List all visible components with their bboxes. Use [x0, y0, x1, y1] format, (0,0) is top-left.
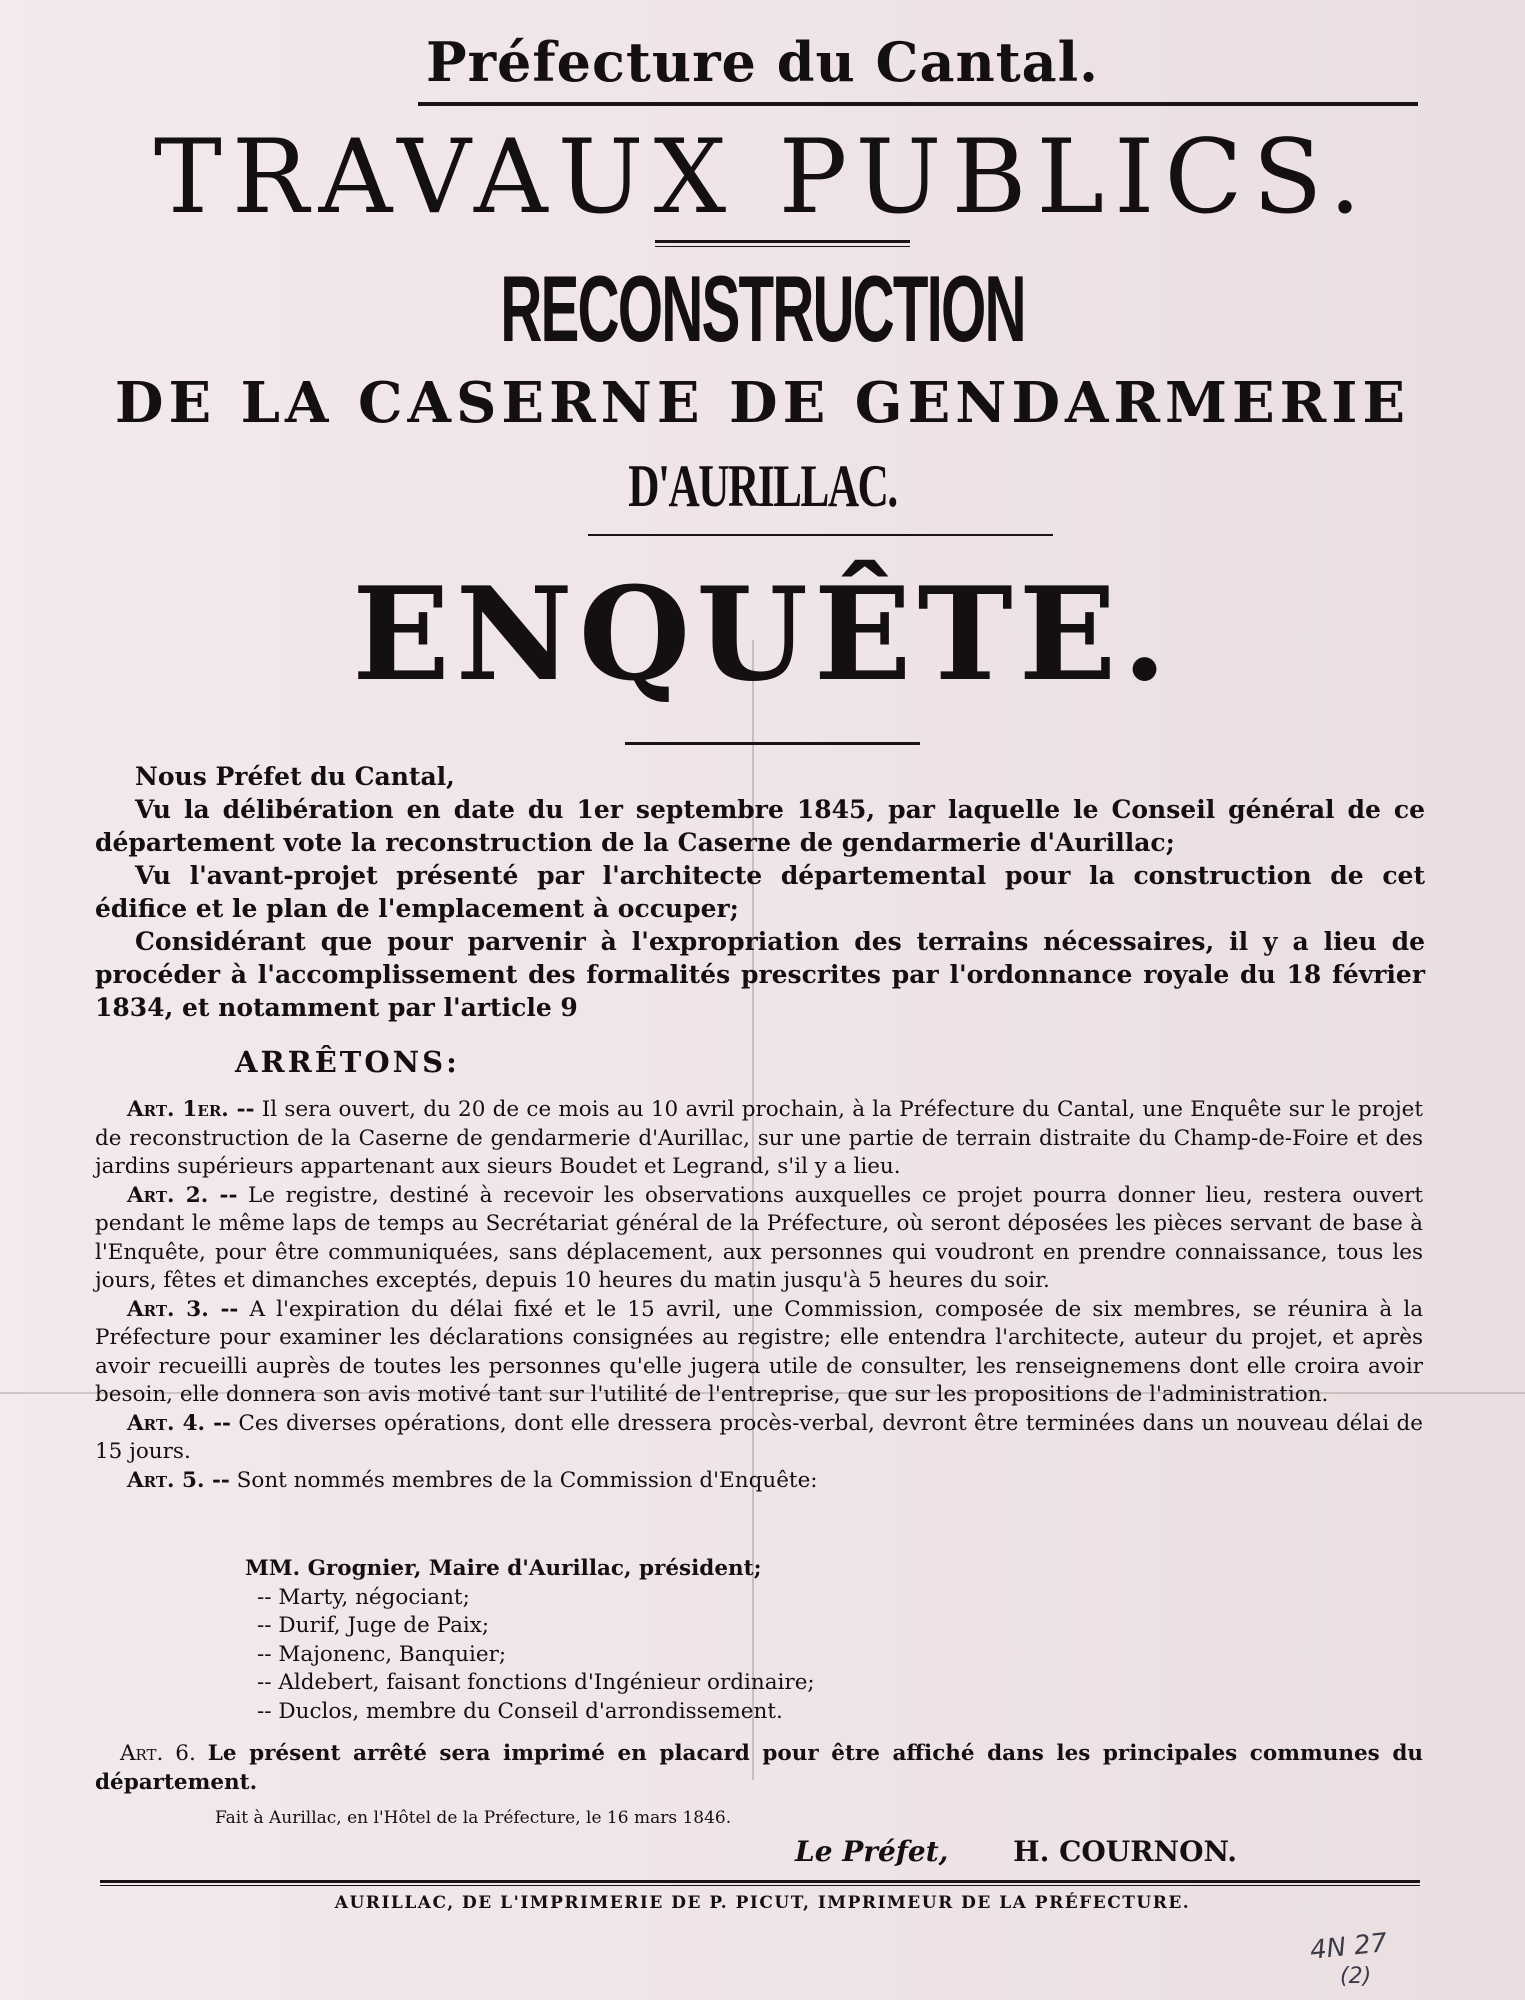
- rule-short-1: [655, 240, 910, 243]
- rule-footer-1: [100, 1880, 1420, 1883]
- article-5: [95, 1467, 1423, 1496]
- member-item: -- Majonenc, Banquier;: [257, 1641, 507, 1667]
- article-label: Art. 2. --: [127, 1182, 238, 1208]
- article-label: Art. 3. --: [127, 1296, 239, 1322]
- preamble-nous: Nous Préfet du Cantal,: [135, 762, 455, 791]
- preamble-vu-deliberation: Vu la délibération en date du 1er septembre 1845, par laquelle le Conseil général de ce département vote la reconstruction de la Caserne de gendarmerie d'Aurillac;: [95, 795, 1425, 857]
- article-label: Art. 1er. --: [127, 1097, 255, 1122]
- article-4: [95, 1410, 1423, 1467]
- rule-top: [418, 102, 1418, 106]
- article-label: Art. 4. --: [127, 1410, 231, 1436]
- article-text: Sont nommés membres de la Commission d'Enquête:: [236, 1467, 818, 1493]
- article-text: Il sera ouvert, du 20 de ce mois au 10 avril prochain, à la Préfecture du Cantal, une Enquête sur le projet de reconstruction de la Caserne de gendarmerie d'Aurillac, sur une partie de terrain distraite du Champ-de-Foire et des jardins supérieurs appartenant aux sieurs Boudet et Legrand, s'il y a lieu.: [95, 1097, 1423, 1179]
- member-item: -- Marty, négociant;: [257, 1584, 470, 1610]
- prefecture-heading: Préfecture du Cantal.: [426, 30, 1099, 94]
- member-item: MM. Grognier, Maire d'Aurillac, président;: [245, 1556, 762, 1581]
- signature-block: [795, 1835, 1237, 1868]
- article-2: [95, 1182, 1423, 1296]
- article-text: Le registre, destiné à recevoir les observations auxquelles ce projet pourra donner lieu, restera ouvert pendant le même laps de temps au Secrétariat général de la Préfecture, où seront déposées les pièces servant de base à l'Enquête, pour être communiquées, sans déplacement, aux personnes qui voudront en prendre connaissance, tous les jours, fêtes et dimanches exceptés, depuis 10 heures du matin jusqu'à 5 heures du soir.: [95, 1182, 1423, 1293]
- enquete-title: ENQUÊTE.: [352, 560, 1173, 710]
- rule-footer-2: [100, 1885, 1420, 1886]
- commission-members: [245, 1555, 815, 1726]
- articles-block: [95, 1096, 1423, 1495]
- archive-note-handwritten: 4N 27: [1308, 1928, 1389, 1966]
- printer-line: AURILLAC, DE L'IMPRIMERIE DE P. PICUT, IMPRIMEUR DE LA PRÉFECTURE.: [334, 1893, 1191, 1913]
- member-item: -- Duclos, membre du Conseil d'arrondissement.: [257, 1698, 783, 1724]
- reconstruction-heading: RECONSTRUCTION: [500, 256, 1025, 361]
- travaux-publics-title: TRAVAUX PUBLICS.: [153, 118, 1372, 237]
- preamble-vu-avant-projet: Vu l'avant-projet présenté par l'architecte départemental pour la construction de cet édifice et le plan de l'emplacement à occuper;: [95, 861, 1425, 923]
- preamble: [95, 760, 1425, 1024]
- arretons-heading: ARRÊTONS:: [235, 1045, 460, 1079]
- member-item: -- Durif, Juge de Paix;: [257, 1613, 490, 1638]
- preamble-considerant: Considérant que pour parvenir à l'expropriation des terrains nécessaires, il y a lieu de procéder à l'accomplissement des formalités prescrites par l'ordonnance royale du 18 février 1834, et notamment par l'article 9: [95, 927, 1425, 1022]
- article-text: Le présent arrêté sera imprimé en placard pour être affiché dans les principales communes du département.: [95, 1741, 1423, 1795]
- signature-name: H. COURNON.: [1013, 1835, 1238, 1868]
- member-item: -- Aldebert, faisant fonctions d'Ingénieur ordinaire;: [257, 1670, 815, 1695]
- article-1: [95, 1096, 1423, 1182]
- article-label: Art. 5. --: [127, 1467, 230, 1493]
- aurillac-heading: D'AURILLAC.: [628, 453, 897, 519]
- place-and-date: Fait à Aurillac, en l'Hôtel de la Préfecture, le 16 mars 1846.: [215, 1808, 732, 1828]
- article-3: [95, 1296, 1423, 1410]
- article-label: Art. 6.: [120, 1741, 196, 1766]
- rule-mid: [588, 534, 1053, 536]
- rule-short-2: [655, 246, 910, 247]
- rule-below-enquete: [625, 742, 920, 745]
- caserne-heading: DE LA CASERNE DE GENDARMERIE: [114, 370, 1411, 436]
- signature-title: Le Préfet,: [795, 1835, 949, 1868]
- article-text: Ces diverses opérations, dont elle dressera procès-verbal, devront être terminées dans un nouveau délai de 15 jours.: [95, 1410, 1423, 1464]
- article-6: [95, 1740, 1423, 1797]
- article-text: A l'expiration du délai fixé et le 15 avril, une Commission, composée de six membres, se réunira à la Préfecture pour examiner les déclarations consignées au registre; elle entendra l'architecte, auteur du projet, et après avoir recueilli auprès de toutes les personnes qu'elle jugera utile de consulter, les renseignemens dont elle croira avoir besoin, elle donnera son avis motivé tant sur l'utilité de l'entreprise, que sur les propositions de l'administration.: [95, 1296, 1424, 1407]
- archive-note-handwritten-sub: (2): [1340, 1964, 1372, 1989]
